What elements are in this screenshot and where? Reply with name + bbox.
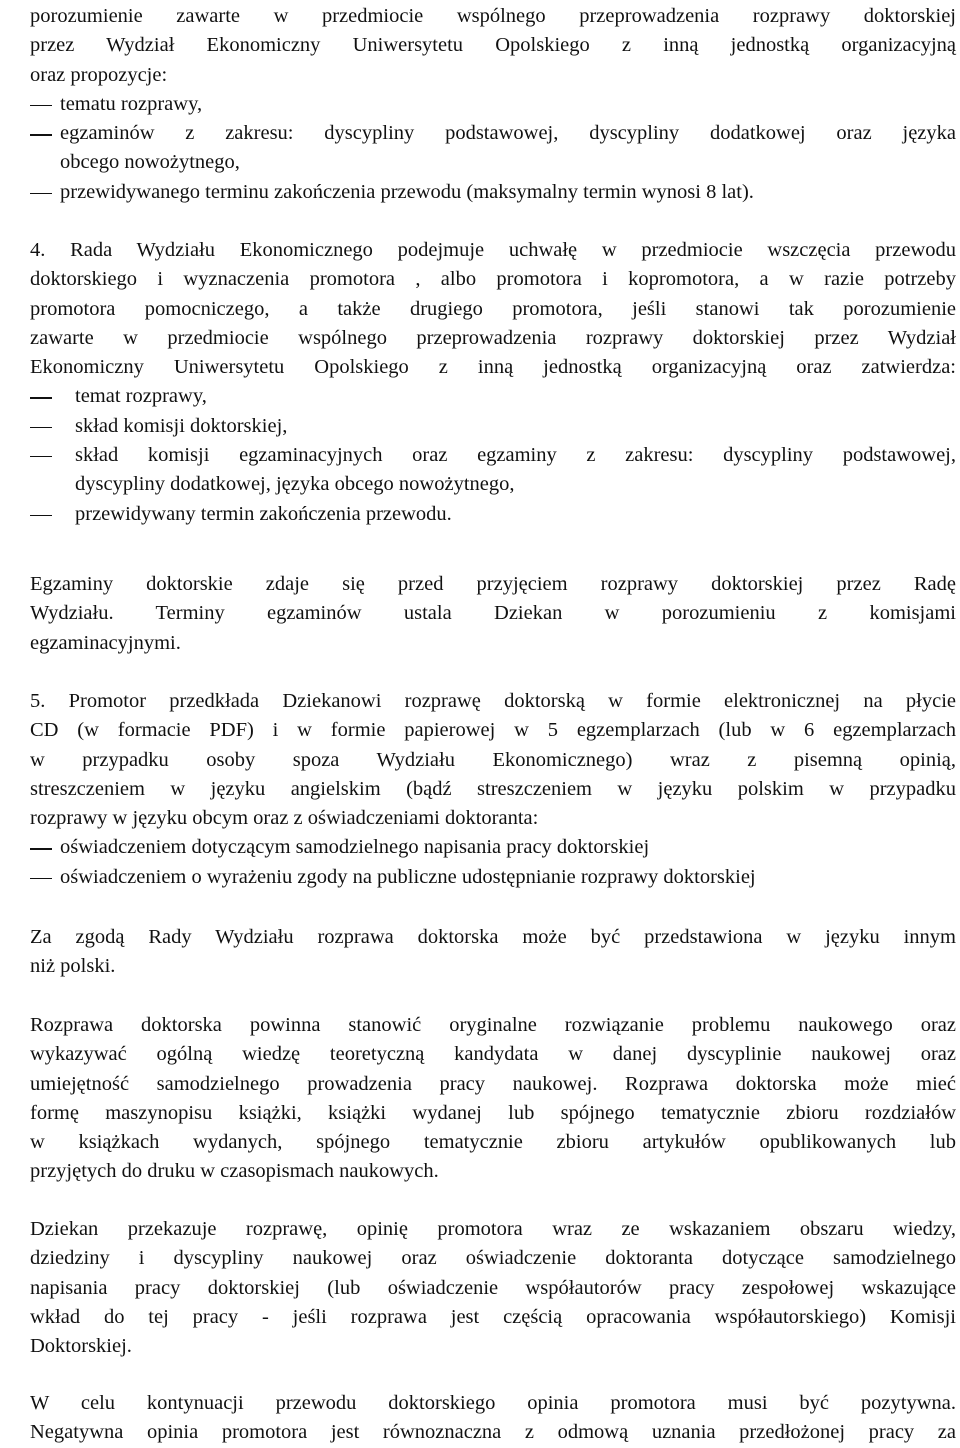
text-line: 4. Rada Wydziału Ekonomicznego podejmuje uchwałę w przedmiocie wszczęcia przewodu — [30, 239, 956, 261]
text-line: formę maszynopisu książki, książki wydanej lub spójnego tematycznie zbioru rozdziałów — [30, 1101, 956, 1124]
text-line: promotora pomocniczego, a także drugiego promotora, jeśli stanowi tak porozumienie — [30, 297, 956, 320]
paragraph-language-consent — [30, 923, 956, 982]
text-line: Negatywna opinia promotora jest równoznaczna z odmową uznania przedłożonej pracy za — [30, 1421, 956, 1444]
text-line: w przypadku osoby spoza Wydziału Ekonomicznego) wraz z pisemną opinią, — [30, 748, 956, 771]
list-item — [30, 119, 956, 148]
list-item-text: obcego nowożytnego, — [60, 151, 240, 174]
list-item — [30, 500, 956, 529]
text-line: Egzaminy doktorskie zdaje się przed przyjęciem rozprawy doktorskiej przez Radę — [30, 573, 956, 595]
list-item — [30, 863, 956, 892]
list-item — [30, 412, 956, 441]
paragraph-dean-transfer — [30, 1215, 956, 1361]
list-item-text: skład komisji doktorskiej, — [75, 414, 288, 437]
text-line: Dziekan przekazuje rozprawę, opinię promotora wraz ze wskazaniem obszaru wiedzy, — [30, 1218, 956, 1240]
text-line: Ekonomiczny Uniwersytetu Opolskiego z inną jednostką organizacyjną oraz zatwierdza: — [30, 356, 956, 379]
paragraph-point-5 — [30, 687, 956, 892]
list-item-text: dyscypliny dodatkowej, języka obcego nowożytnego, — [75, 473, 515, 496]
list-item — [30, 90, 956, 119]
text-line: dziedziny i dyscypliny naukowej oraz oświadczenie doktoranta dotyczące samodzielnego — [30, 1247, 956, 1270]
list-item — [30, 178, 956, 207]
text-line: egzaminacyjnymi. — [30, 631, 181, 654]
list-item-continuation — [30, 148, 956, 177]
list-item-text: oświadczeniem dotyczącym samodzielnego napisania pracy doktorskiej — [60, 836, 650, 859]
text-line: przyjętych do druku w czasopismach naukowych. — [30, 1160, 439, 1183]
text-line: W celu kontynuacji przewodu doktorskiego opinia promotora musi być pozytywna. — [30, 1392, 956, 1414]
paragraph-agreement-proposals — [30, 2, 956, 207]
text-line: zawarte w przedmiocie wspólnego przeprowadzenia rozprawy doktorskiej przez Wydział — [30, 326, 956, 349]
text-line: 5. Promotor przedkłada Dziekanowi rozprawę doktorską w formie elektronicznej na płycie — [30, 690, 956, 712]
list-item-text: oświadczeniem o wyrażeniu zgody na publiczne udostępnianie rozprawy doktorskiej — [60, 865, 756, 888]
text-line: Za zgodą Rady Wydziału rozprawa doktorska może być przedstawiona w języku innym — [30, 926, 956, 948]
text-line: wykazywać ogólną wiedzę teoretyczną kandydata w danej dyscyplinie naukowej oraz — [30, 1043, 956, 1066]
list-item-text: tematu rozprawy, — [60, 92, 203, 115]
text-line: wkład do tej pracy - jeśli rozprawa jest częścią opracowania współautorskiego) Komisji — [30, 1305, 956, 1328]
paragraph-continuation — [30, 1389, 956, 1448]
text-line: niż polski. — [30, 955, 116, 978]
list-item — [30, 833, 956, 862]
list-item — [30, 382, 956, 411]
text-line: umiejętność samodzielnego prowadzenia pracy naukowej. Rozprawa doktorska może mieć — [30, 1072, 956, 1095]
text-line: Wydziału. Terminy egzaminów ustala Dziekan w porozumieniu z komisjami — [30, 602, 956, 625]
text-line: przez Wydział Ekonomiczny Uniwersytetu Opolskiego z inną jednostką organizacyjną — [30, 34, 956, 57]
list-item-text: przewidywanego terminu zakończenia przewodu (maksymalny termin wynosi 8 lat). — [60, 180, 754, 203]
text-line: oraz propozycje: — [30, 63, 168, 86]
text-line: Doktorskiej. — [30, 1335, 132, 1358]
paragraph-point-4 — [30, 236, 956, 529]
paragraph-exams — [30, 570, 956, 658]
paragraph-thesis-requirements — [30, 1011, 956, 1187]
list-item-text: egzaminów z zakresu: dyscypliny podstawowej, dyscypliny dodatkowej oraz języka — [60, 122, 956, 145]
text-line: doktorskiego i wyznaczenia promotora , albo promotora i kopromotora, a w razie potrzeby — [30, 268, 956, 291]
text-line: streszczeniem w języku angielskim (bądź streszczeniem w języku polskim w przypadku — [30, 777, 956, 800]
text-line: napisania pracy doktorskiej (lub oświadczenie współautorów pracy zespołowej wskazujące — [30, 1276, 956, 1299]
text-line: rozprawy w języku obcym oraz z oświadczeniami doktoranta: — [30, 807, 539, 830]
text-line: w książkach wydanych, spójnego tematycznie zbioru artykułów opublikowanych lub — [30, 1131, 956, 1154]
text-line: CD (w formacie PDF) i w formie papierowej w 5 egzemplarzach (lub w 6 egzemplarzach — [30, 719, 956, 742]
list-item — [30, 441, 956, 470]
list-item-continuation — [30, 470, 956, 499]
list-item-text: przewidywany termin zakończenia przewodu. — [75, 502, 452, 525]
list-item-text: skład komisji egzaminacyjnych oraz egzaminy z zakresu: dyscypliny podstawowej, — [75, 444, 956, 467]
text-line: porozumienie zawarte w przedmiocie wspólnego przeprowadzenia rozprawy doktorskiej — [30, 5, 956, 27]
text-line: Rozprawa doktorska powinna stanowić oryginalne rozwiązanie problemu naukowego oraz — [30, 1014, 956, 1036]
list-item-text: temat rozprawy, — [75, 385, 207, 408]
